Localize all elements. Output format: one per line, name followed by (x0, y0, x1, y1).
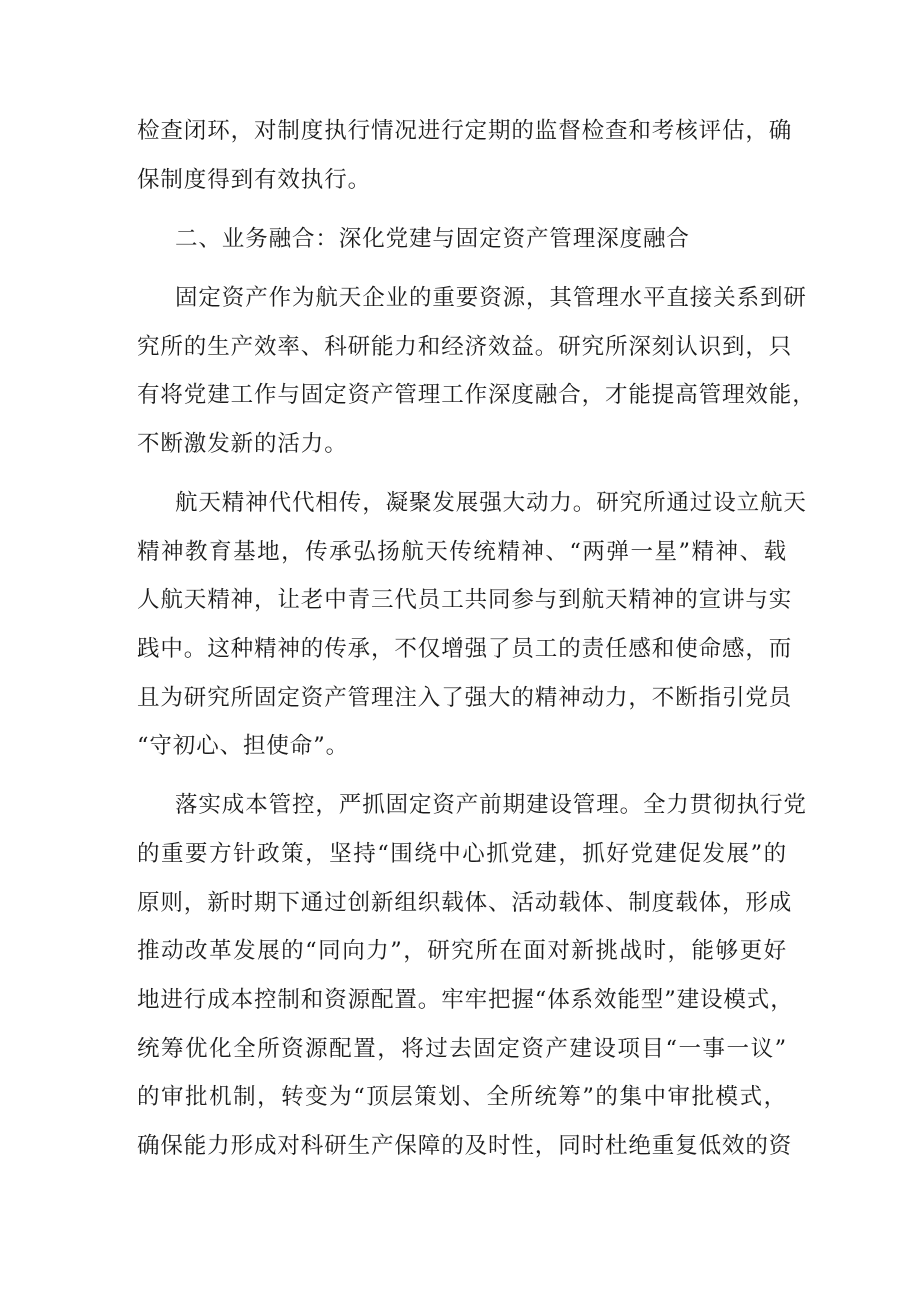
paragraph-4-line-6: 统筹优化全所资源配置，将过去固定资产建设项目“一事一议” (137, 1036, 787, 1062)
paragraph-4-line-1: 落实成本管控，严抓固定资产前期建设管理。全力贯彻执行党 (175, 792, 807, 818)
paragraph-1-line-2: 保制度得到有效执行。 (137, 167, 372, 193)
paragraph-2-line-1: 固定资产作为航天企业的重要资源，其管理水平直接关系到研 (175, 285, 807, 311)
paragraph-2-line-4: 不断激发新的活力。 (137, 431, 348, 457)
paragraph-2-line-3: 有将党建工作与固定资产管理工作深度融合，才能提高管理效能， (137, 382, 816, 408)
paragraph-4-line-8: 确保能力形成对科研生产保障的及时性，同时杜绝重复低效的资 (137, 1133, 793, 1159)
paragraph-4-line-2: 的重要方针政策，坚持“围绕中心抓党建，抓好党建促发展”的 (137, 841, 787, 867)
paragraph-3-line-2: 精神教育基地，传承弘扬航天传统精神、“两弹一星”精神、载 (137, 539, 787, 565)
section-heading: 二、业务融合：深化党建与固定资产管理深度融合 (175, 226, 690, 252)
paragraph-4-line-5: 地进行成本控制和资源配置。牢牢把握“体系效能型”建设模式， (137, 987, 794, 1013)
paragraph-3-line-1: 航天精神代代相传，凝聚发展强大动力。研究所通过设立航天 (175, 490, 807, 516)
paragraph-4-line-3: 原则，新时期下通过创新组织载体、活动载体、制度载体，形成 (137, 890, 793, 916)
paragraph-1-line-1: 检查闭环，对制度执行情况进行定期的监督检查和考核评估，确 (137, 118, 793, 144)
paragraph-3-line-4: 践中。这种精神的传承，不仅增强了员工的责任感和使命感，而 (137, 636, 793, 662)
paragraph-3-line-3: 人航天精神，让老中青三代员工共同参与到航天精神的宣讲与实 (137, 587, 793, 613)
paragraph-2-line-2: 究所的生产效率、科研能力和经济效益。研究所深刻认识到，只 (137, 334, 793, 360)
paragraph-4-line-7: 的审批机制，转变为“顶层策划、全所统筹”的集中审批模式， (137, 1084, 787, 1110)
paragraph-3-line-6: “守初心、担使命”。 (137, 733, 350, 759)
paragraph-3-line-5: 且为研究所固定资产管理注入了强大的精神动力，不断指引党员 (137, 685, 793, 711)
paragraph-4-line-4: 推动改革发展的“同向力”，研究所在面对新挑战时，能够更好 (137, 938, 787, 964)
